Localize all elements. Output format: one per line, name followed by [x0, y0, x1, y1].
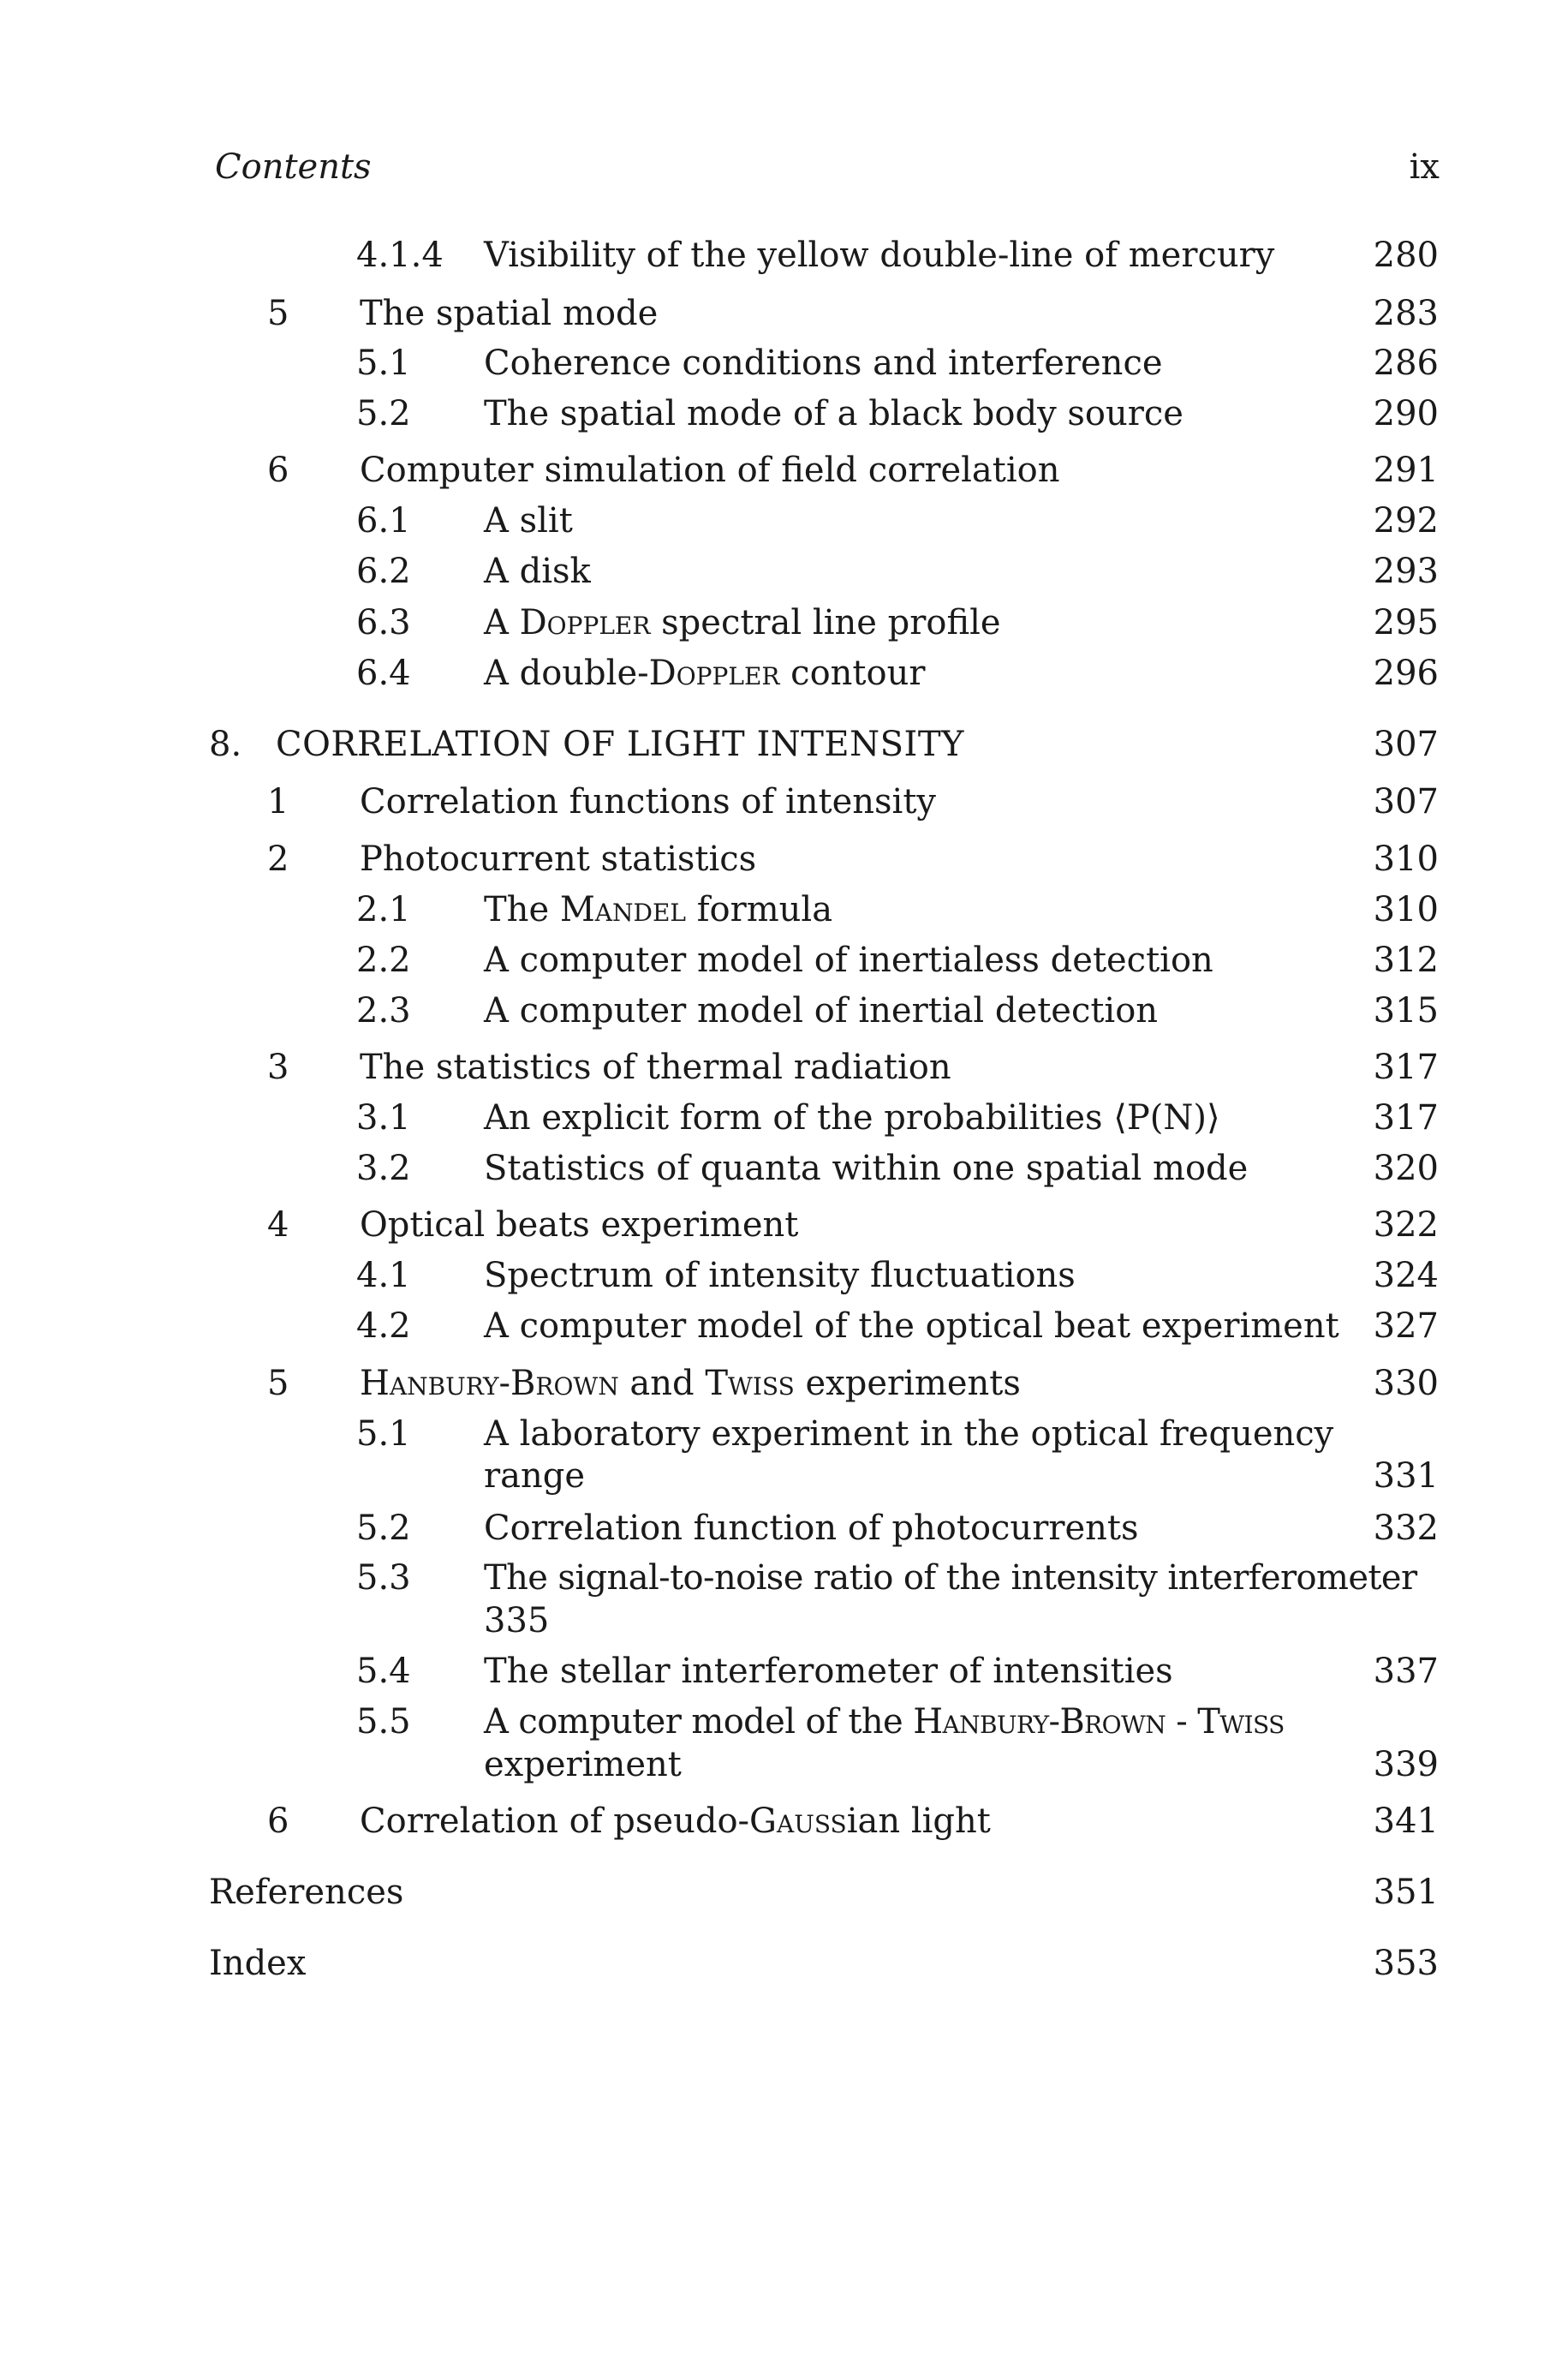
- entry-number: 3: [267, 1048, 289, 1087]
- entry-page: 290: [1373, 394, 1439, 433]
- entry-title-smallcaps: Hanbury-Brown: [360, 1364, 619, 1403]
- entry-title: A slit: [484, 501, 573, 541]
- entry-title: Optical beats experiment: [360, 1205, 799, 1245]
- entry-number: 3.2: [356, 1149, 411, 1188]
- entry-number: 6.1: [356, 501, 411, 541]
- entry-title-part: ian light: [846, 1801, 991, 1841]
- entry-page: 310: [1373, 839, 1439, 879]
- entry-title: Computer simulation of field correlation: [360, 451, 1060, 490]
- entry-title: The statistics of thermal radiation: [360, 1048, 951, 1087]
- entry-title-smallcaps: Twiss: [1197, 1702, 1285, 1742]
- entry-title-part: A: [484, 603, 520, 642]
- entry-page: 327: [1373, 1306, 1439, 1346]
- entry-page: 295: [1373, 603, 1439, 642]
- entry-title-part: spectral line profile: [650, 603, 1001, 642]
- entry-page: 280: [1373, 236, 1439, 275]
- page-number: ix: [1409, 147, 1440, 187]
- entry-title: An explicit form of the probabilities ⟨P(N)⟩: [484, 1098, 1220, 1138]
- entry-page: 332: [1373, 1509, 1439, 1548]
- entry-title-part: experiments: [794, 1364, 1021, 1403]
- entry-page: 322: [1373, 1205, 1439, 1245]
- entry-title-part: The: [484, 890, 560, 929]
- entry-page: 317: [1373, 1098, 1439, 1138]
- entry-page: 315: [1373, 991, 1439, 1031]
- entry-number: 1: [267, 782, 289, 822]
- entry-number: 5.1: [356, 344, 411, 383]
- entry-number: 6.3: [356, 603, 411, 642]
- entry-number: 2: [267, 839, 289, 879]
- entry-page-wrapped: 335: [484, 1601, 550, 1640]
- entry-page: 331: [1373, 1456, 1439, 1496]
- entry-title: A computer model of inertial detection: [484, 991, 1159, 1031]
- entry-number: 5.4: [356, 1652, 411, 1691]
- entry-title: [484, 887, 832, 932]
- entry-title: [484, 651, 925, 696]
- entry-title: [484, 600, 1001, 645]
- entry-number: 5.2: [356, 394, 411, 433]
- entry-title-part: A computer model of the: [484, 1702, 914, 1742]
- entry-title: [484, 1700, 1285, 1744]
- entry-title-smallcaps: Doppler: [519, 603, 651, 642]
- entry-page: 341: [1373, 1801, 1439, 1841]
- entry-number: 5.2: [356, 1509, 411, 1548]
- entry-title-part: and: [618, 1364, 706, 1403]
- entry-title: [360, 1361, 1021, 1406]
- entry-title-continuation: range: [484, 1456, 586, 1496]
- entry-page: 353: [1373, 1944, 1439, 1983]
- entry-title: [360, 1799, 991, 1843]
- entry-page: 351: [1373, 1873, 1439, 1912]
- entry-title: The signal-to-noise ratio of the intensity interferometer: [484, 1558, 1417, 1598]
- entry-page: 337: [1373, 1652, 1439, 1691]
- entry-page: 307: [1373, 782, 1439, 822]
- entry-number: 2.3: [356, 991, 411, 1031]
- entry-number: 6: [267, 451, 289, 490]
- entry-number: 4.1.4: [356, 236, 444, 275]
- entry-number: 6.2: [356, 552, 411, 591]
- entry-title-smallcaps: Doppler: [648, 654, 780, 693]
- entry-number: 2.2: [356, 941, 411, 980]
- entry-title: A laboratory experiment in the optical frequency: [484, 1414, 1334, 1454]
- entry-title: Visibility of the yellow double-line of mercury: [484, 236, 1275, 275]
- chapter-number: 8.: [209, 725, 242, 764]
- entry-number: 5.3: [356, 1558, 411, 1598]
- entry-page: 324: [1373, 1256, 1439, 1295]
- entry-title-part: A double-: [484, 654, 649, 693]
- entry-title: The stellar interferometer of intensities: [484, 1652, 1173, 1691]
- entry-page: 307: [1373, 725, 1439, 764]
- entry-title: Spectrum of intensity fluctuations: [484, 1256, 1076, 1295]
- entry-page: 293: [1373, 552, 1439, 591]
- entry-page: 317: [1373, 1048, 1439, 1087]
- entry-title: A computer model of inertialess detection: [484, 941, 1213, 980]
- entry-title: The spatial mode of a black body source: [484, 394, 1183, 433]
- entry-title-part: -: [1166, 1702, 1198, 1742]
- entry-number: 5.5: [356, 1702, 411, 1742]
- entry-page: 310: [1373, 890, 1439, 929]
- entry-page: 330: [1373, 1364, 1439, 1403]
- entry-title-continuation: experiment: [484, 1745, 682, 1784]
- entry-title-smallcaps: Gauss: [749, 1801, 847, 1841]
- entry-page: 286: [1373, 344, 1439, 383]
- entry-number: 2.1: [356, 890, 411, 929]
- entry-page: 312: [1373, 941, 1439, 980]
- entry-number: 4: [267, 1205, 289, 1245]
- entry-title-smallcaps: Hanbury-Brown: [913, 1702, 1166, 1742]
- entry-title: Photocurrent statistics: [360, 839, 757, 879]
- entry-title-smallcaps: Twiss: [705, 1364, 795, 1403]
- entry-title: Statistics of quanta within one spatial mode: [484, 1149, 1249, 1188]
- entry-title: References: [209, 1873, 404, 1912]
- entry-page: 296: [1373, 654, 1439, 693]
- entry-page: 339: [1373, 1745, 1439, 1784]
- entry-title-smallcaps: Mandel: [559, 890, 686, 929]
- entry-title: A computer model of the optical beat experiment: [484, 1306, 1339, 1346]
- entry-title-part: Correlation of pseudo-: [360, 1801, 750, 1841]
- entry-page: 320: [1373, 1149, 1439, 1188]
- entry-title: A disk: [484, 552, 591, 591]
- chapter-title: CORRELATION OF LIGHT INTENSITY: [276, 725, 964, 764]
- entry-page: 291: [1373, 451, 1439, 490]
- entry-title-part: contour: [779, 654, 926, 693]
- entry-number: 5.1: [356, 1414, 411, 1454]
- entry-number: 4.2: [356, 1306, 411, 1346]
- entry-title: Coherence conditions and interference: [484, 344, 1163, 383]
- entry-title: The spatial mode: [360, 294, 659, 333]
- running-title: Contents: [215, 147, 372, 187]
- entry-page: 292: [1373, 501, 1439, 541]
- entry-number: 5: [267, 294, 289, 333]
- entry-number: 6: [267, 1801, 289, 1841]
- entry-number: 5: [267, 1364, 289, 1403]
- entry-title: Correlation functions of intensity: [360, 782, 937, 822]
- entry-title-part: formula: [686, 890, 833, 929]
- entry-page: 283: [1373, 294, 1439, 333]
- entry-number: 4.1: [356, 1256, 411, 1295]
- entry-number: 6.4: [356, 654, 411, 693]
- entry-title: Correlation function of photocurrents: [484, 1509, 1139, 1548]
- entry-number: 3.1: [356, 1098, 411, 1138]
- entry-title: Index: [209, 1944, 307, 1983]
